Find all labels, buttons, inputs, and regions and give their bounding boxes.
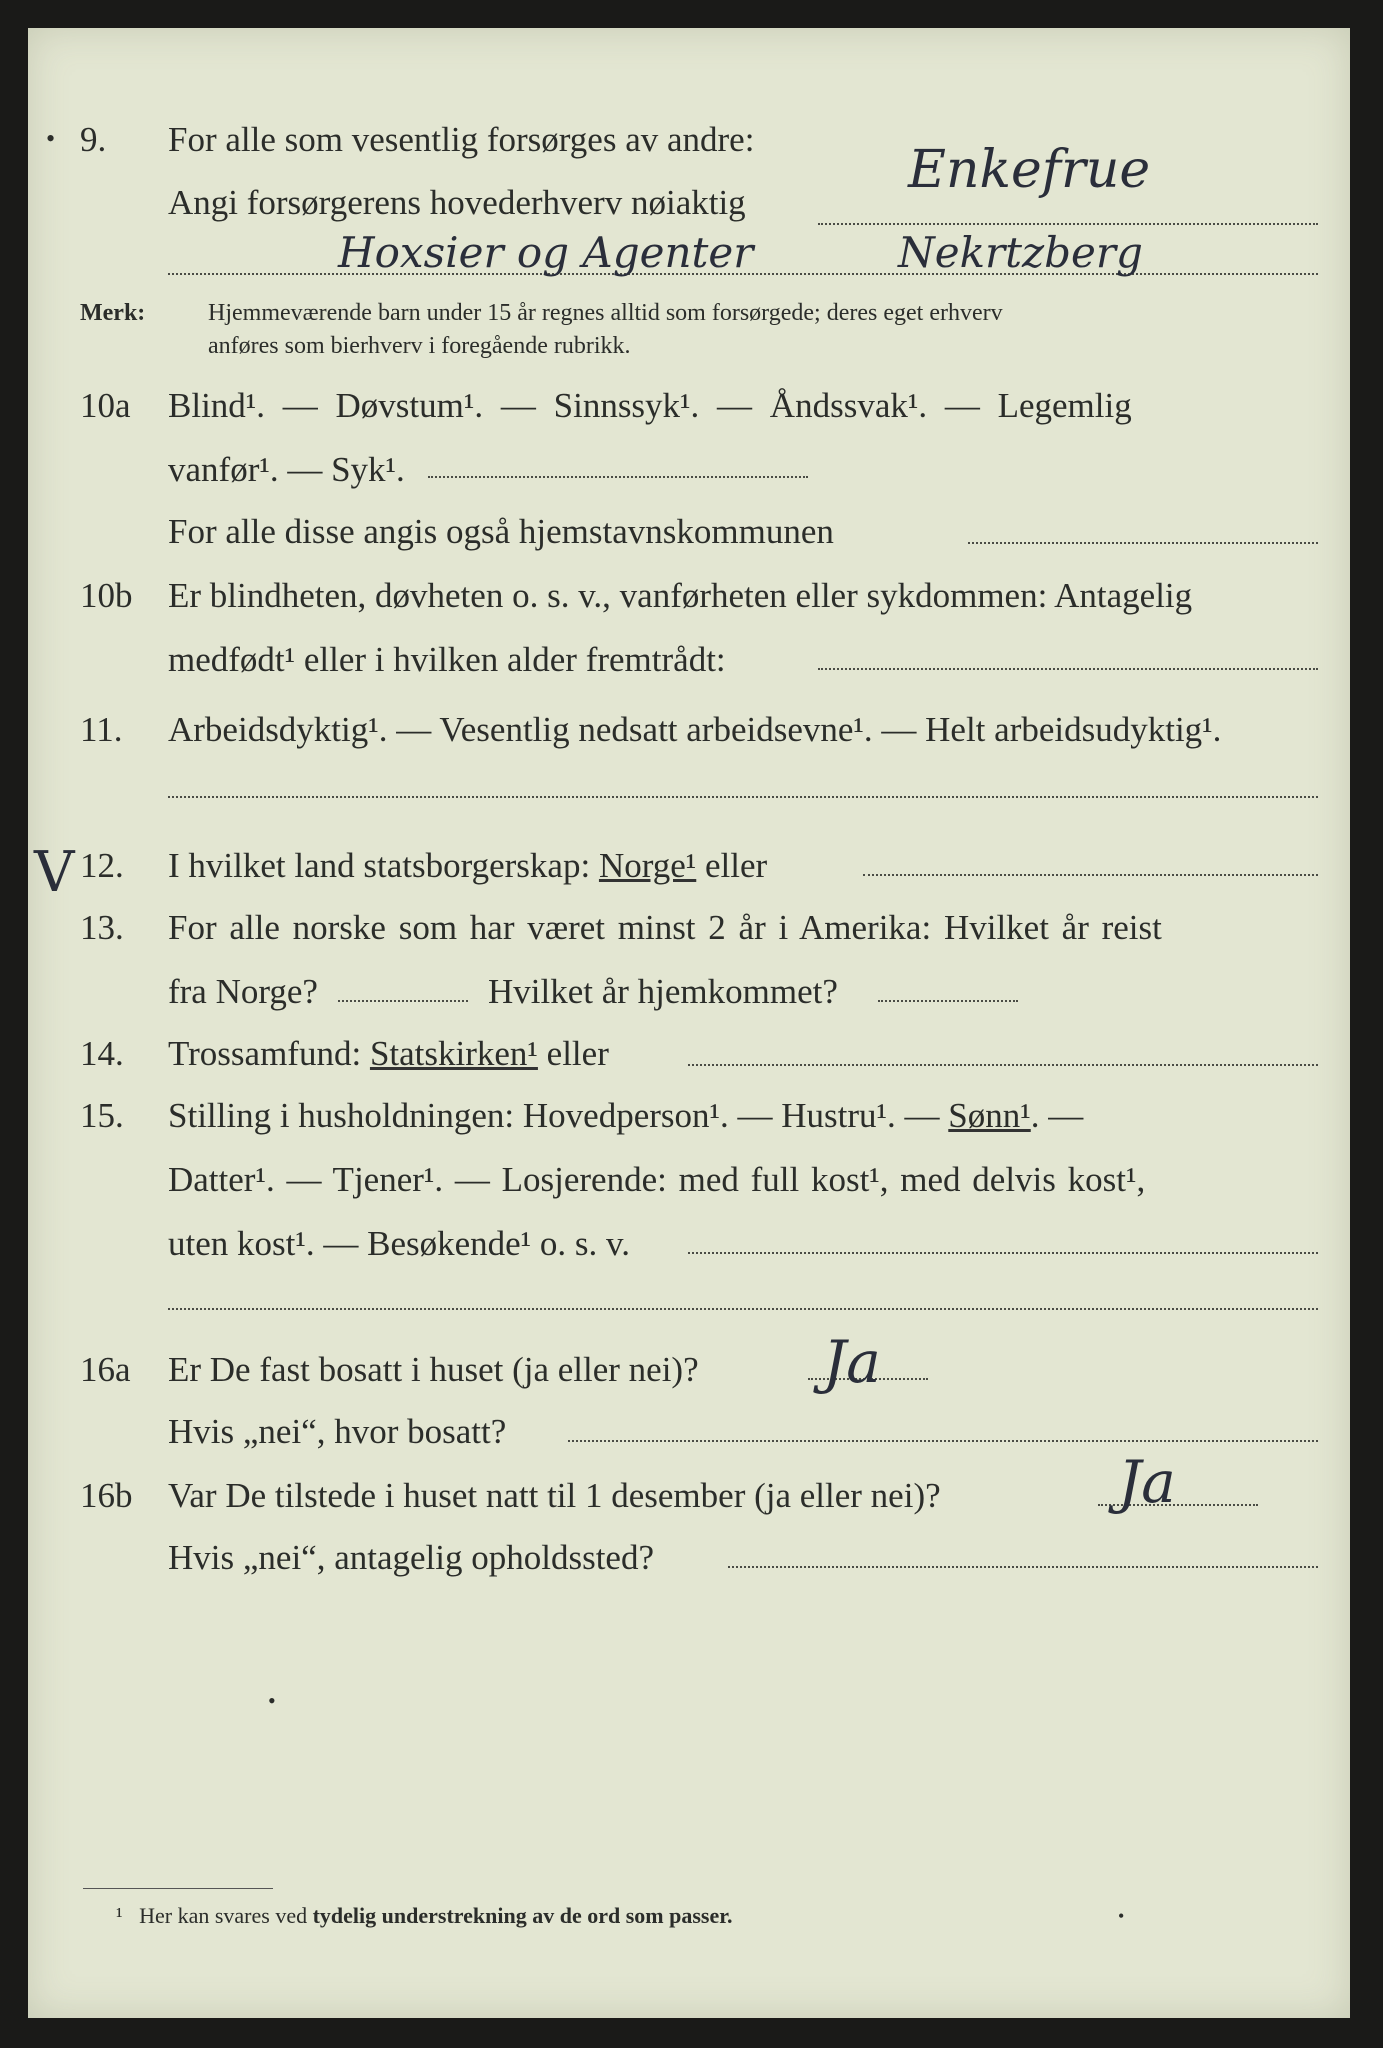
answer-dotted-line (168, 796, 1318, 798)
footnote-text: Her kan svares ved (139, 1903, 308, 1928)
bullet-mark: • (46, 124, 56, 153)
footnote (116, 1903, 733, 1929)
question-number: 16b (80, 1476, 133, 1515)
question-text-before: I hvilket land statsborgerskap: (168, 846, 591, 885)
merk-label: Merk: (80, 300, 146, 326)
underlined-answer: Statskirken¹ (369, 1034, 538, 1073)
question-number: 15. (80, 1096, 124, 1135)
footnote-text-bold: tydelig understrekning av de ord som passer. (312, 1903, 733, 1928)
question-text: For alle disse angis også hjemstavnskommunen (168, 512, 834, 551)
question-number: 9. (80, 120, 107, 159)
question-text: Er De fast bosatt i huset (ja eller nei)? (168, 1350, 699, 1389)
underlined-answer: Norge¹ (598, 846, 697, 885)
check-mark: V (34, 840, 75, 905)
answer-dotted-line (863, 874, 1318, 876)
question-text (168, 1096, 1083, 1136)
question-number: 16a (80, 1350, 131, 1389)
answer-dotted-line (818, 223, 1318, 225)
question-text: Hvilket år hjemkommet? (488, 972, 838, 1011)
question-text-part: . — (1030, 1096, 1084, 1135)
ink-dot: • (1118, 1906, 1125, 1926)
question-text: uten kost¹. — Besøkende¹ o. s. v. (168, 1224, 631, 1263)
question-text (168, 1034, 609, 1074)
question-text: Arbeidsdyktig¹. — Vesentlig nedsatt arbeidsevne¹. — Helt arbeidsudyktig¹. (168, 710, 1222, 749)
question-text-after: eller (705, 846, 768, 885)
handwritten-answer: Ja (1118, 1448, 1176, 1516)
question-text: fra Norge? (168, 972, 318, 1011)
answer-dotted-line (568, 1440, 1318, 1442)
merk-text: Hjemmeværende barn under 15 år regnes alltid som forsørgede; deres eget erhverv (208, 300, 1003, 326)
answer-dotted-line (428, 476, 808, 478)
question-number: 13. (80, 908, 124, 947)
answer-dotted-line (688, 1252, 1318, 1254)
question-text: Blind¹. — Døvstum¹. — Sinnssyk¹. — Åndssvak¹. — Legemlig (168, 386, 1132, 425)
question-text: For alle som vesentlig forsørges av andre: (168, 120, 755, 159)
handwritten-answer: Nekrtzberg (898, 228, 1143, 277)
question-number: 11. (80, 710, 123, 749)
question-text-after: eller (546, 1034, 609, 1073)
merk-text: anføres som bierhverv i foregående rubrikk. (208, 333, 631, 359)
answer-dotted-line (818, 668, 1318, 670)
question-text: Hvis „nei“, antagelig opholdssted? (168, 1538, 654, 1577)
census-form-page (28, 28, 1350, 2018)
ink-dot: • (268, 1688, 276, 1713)
question-number: 12. (80, 846, 124, 885)
question-text: For alle norske som har været minst 2 år i Amerika: Hvilket år reist (168, 908, 1162, 947)
question-text (168, 846, 767, 886)
footnote-marker: ¹ (116, 1903, 123, 1928)
question-text: vanfør¹. — Syk¹. (168, 450, 405, 489)
answer-dotted-line (688, 1064, 1318, 1066)
question-text: Datter¹. — Tjener¹. — Losjerende: med full kost¹, med delvis kost¹, (168, 1160, 1146, 1199)
question-text: Var De tilstede i huset natt til 1 desember (ja eller nei)? (168, 1476, 941, 1515)
question-text-part: Stilling i husholdningen: Hovedperson¹. — Hustru¹. — (168, 1096, 940, 1135)
underlined-answer: Sønn¹ (948, 1096, 1031, 1135)
answer-dotted-line (338, 1000, 468, 1002)
answer-dotted-line (728, 1566, 1318, 1568)
handwritten-answer: Ja (823, 1328, 881, 1396)
answer-dotted-line (878, 1000, 1018, 1002)
answer-dotted-line (168, 1308, 1318, 1310)
question-text: Angi forsørgerens hovederhverv nøiaktig (168, 183, 746, 222)
question-text: medfødt¹ eller i hvilken alder fremtrådt: (168, 640, 726, 679)
footnote-rule (83, 1888, 273, 1889)
question-text-before: Trossamfund: (168, 1034, 362, 1073)
handwritten-answer: Hoxsier og Agenter (338, 228, 754, 277)
handwritten-answer: Enkefrue (908, 140, 1151, 200)
answer-dotted-line (968, 542, 1318, 544)
question-number: 10a (80, 386, 131, 425)
question-number: 14. (80, 1034, 124, 1073)
question-text: Er blindheten, døvheten o. s. v., vanførheten eller sykdommen: Antagelig (168, 576, 1193, 615)
question-number: 10b (80, 576, 133, 615)
question-text: Hvis „nei“, hvor bosatt? (168, 1412, 507, 1451)
